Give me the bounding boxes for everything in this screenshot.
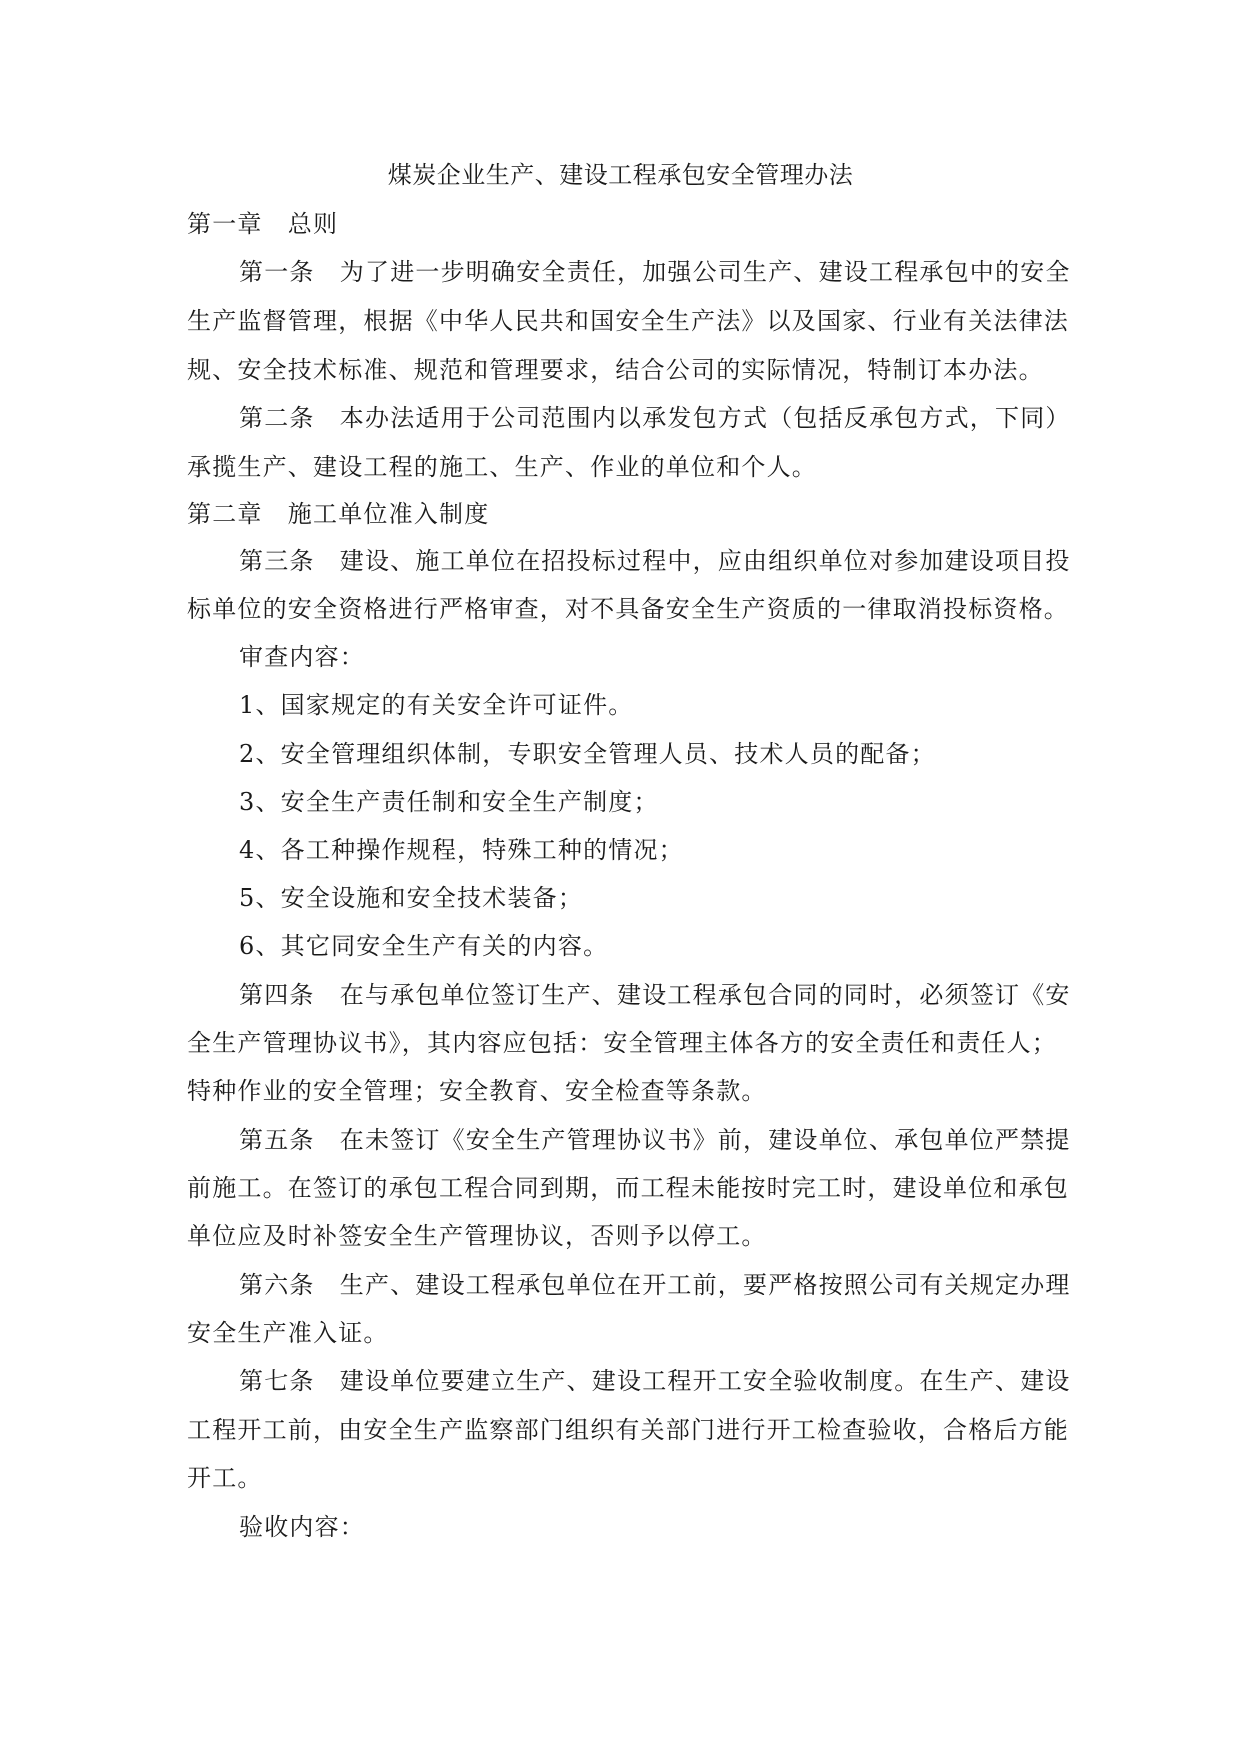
- paragraph-line: 工程开工前，由安全生产监察部门组织有关部门进行开工检查验收，合格后方能: [187, 1416, 1069, 1444]
- paragraph-line: 第一条 为了进一步明确安全责任，加强公司生产、建设工程承包中的安全: [239, 258, 1071, 286]
- paragraph-line: 单位应及时补签安全生产管理协议，否则予以停工。: [187, 1222, 767, 1250]
- chapter-heading: 第一章 总则: [187, 210, 339, 238]
- paragraph-line: 特种作业的安全管理；安全教育、安全检查等条款。: [187, 1077, 767, 1105]
- paragraph-line: 开工。: [187, 1464, 263, 1492]
- paragraph-line: 第四条 在与承包单位签订生产、建设工程承包合同的同时，必须签订《安: [239, 981, 1071, 1009]
- list-item: 3、安全生产责任制和安全生产制度；: [239, 788, 659, 816]
- paragraph-line: 第五条 在未签订《安全生产管理协议书》前，建设单位、承包单位严禁提: [239, 1126, 1071, 1154]
- paragraph-line: 第二条 本办法适用于公司范围内以承发包方式（包括反承包方式，下同）: [239, 404, 1071, 432]
- paragraph-line: 全生产管理协议书》，其内容应包括：安全管理主体各方的安全责任和责任人；: [187, 1029, 1057, 1057]
- list-item: 2、安全管理组织体制，专职安全管理人员、技术人员的配备；: [239, 740, 936, 768]
- list-item: 5、安全设施和安全技术装备；: [239, 884, 584, 912]
- paragraph-line: 验收内容：: [239, 1513, 365, 1541]
- paragraph-line: 承揽生产、建设工程的施工、生产、作业的单位和个人。: [187, 453, 817, 481]
- list-item: 1、国家规定的有关安全许可证件。: [239, 691, 634, 719]
- list-item: 6、其它同安全生产有关的内容。: [239, 932, 609, 960]
- document-title: 煤炭企业生产、建设工程承包安全管理办法: [387, 161, 854, 189]
- paragraph-line: 第七条 建设单位要建立生产、建设工程开工安全验收制度。在生产、建设: [239, 1367, 1071, 1395]
- paragraph-line: 规、安全技术标准、规范和管理要求，结合公司的实际情况，特制订本办法。: [187, 356, 1044, 384]
- paragraph-line: 审查内容：: [239, 643, 365, 671]
- paragraph-line: 安全生产准入证。: [187, 1319, 389, 1347]
- paragraph-line: 前施工。在签订的承包工程合同到期，而工程未能按时完工时，建设单位和承包: [187, 1174, 1069, 1202]
- chapter-heading: 第二章 施工单位准入制度: [187, 500, 490, 528]
- paragraph-line: 第六条 生产、建设工程承包单位在开工前，要严格按照公司有关规定办理: [239, 1271, 1071, 1299]
- list-item: 4、各工种操作规程，特殊工种的情况；: [239, 836, 684, 864]
- paragraph-line: 标单位的安全资格进行严格审查，对不具备安全生产资质的一律取消投标资格。: [187, 595, 1069, 623]
- paragraph-line: 生产监督管理，根据《中华人民共和国安全生产法》以及国家、行业有关法律法: [187, 307, 1069, 335]
- paragraph-line: 第三条 建设、施工单位在招投标过程中，应由组织单位对参加建设项目投: [239, 547, 1071, 575]
